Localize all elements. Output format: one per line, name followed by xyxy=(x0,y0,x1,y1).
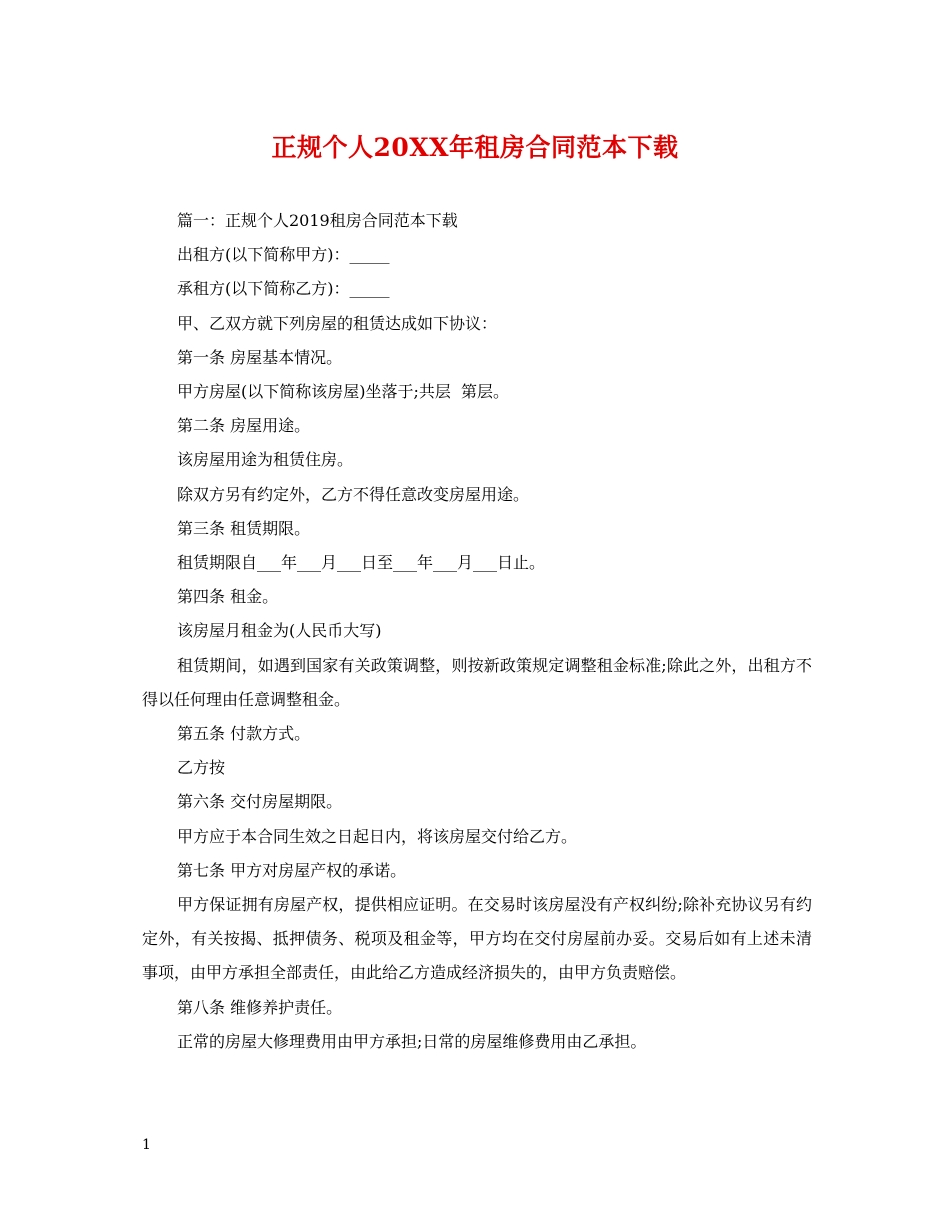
paragraph-17: 第六条 交付房屋期限。 xyxy=(177,792,343,812)
page-number: 1 xyxy=(142,1137,151,1153)
paragraph-21: 第八条 维修养护责任。 xyxy=(177,997,343,1017)
paragraph-16: 乙方按 xyxy=(177,758,226,778)
paragraph-9: 除双方另有约定外，乙方不得任意改变房屋用途。 xyxy=(177,484,530,504)
paragraph-7: 第二条 房屋用途。 xyxy=(177,416,311,436)
paragraph-13: 该房屋月租金为(人民币大写) xyxy=(177,621,382,641)
paragraph-5: 第一条 房屋基本情况。 xyxy=(177,347,343,367)
paragraph-8: 该房屋用途为租赁住房。 xyxy=(177,450,354,470)
paragraph-2: 出租方(以下简称甲方)：_____ xyxy=(177,245,390,265)
paragraph-4: 甲、乙双方就下列房屋的租赁达成如下协议： xyxy=(177,313,498,333)
paragraph-6: 甲方房屋(以下简称该房屋)坐落于;共层 第层。 xyxy=(177,382,510,402)
paragraph-20: 甲方保证拥有房屋产权，提供相应证明。在交易时该房屋没有产权纠纷;除补充协议另有约定外，有关按揭、抵押债务、税项及租金等，甲方均在交付房屋前办妥。交易后如有上述未清事项，由甲方承担全部责任，由此给乙方造成经济损失的，由甲方负责赔偿。 xyxy=(142,895,812,983)
paragraph-10: 第三条 租赁期限。 xyxy=(177,518,311,538)
paragraph-12: 第四条 租金。 xyxy=(177,587,279,607)
document-body xyxy=(142,204,812,1059)
paragraph-1: 篇一：正规个人2019租房合同范本下载 xyxy=(177,211,458,230)
document-title: 正规个人20XX年租房合同范本下载 xyxy=(271,133,679,162)
paragraph-14: 租赁期间，如遇到国家有关政策调整，则按新政策规定调整租金标准;除此之外，出租方不得以任何理由任意调整租金。 xyxy=(142,655,812,709)
paragraph-3: 承租方(以下简称乙方)：_____ xyxy=(177,279,390,299)
paragraph-18: 甲方应于本合同生效之日起日内，将该房屋交付给乙方。 xyxy=(177,826,578,846)
paragraph-15: 第五条 付款方式。 xyxy=(177,724,311,744)
paragraph-22: 正常的房屋大修理费用由甲方承担;日常的房屋维修费用由乙承担。 xyxy=(177,1031,647,1051)
paragraph-19: 第七条 甲方对房屋产权的承诺。 xyxy=(177,860,407,880)
paragraph-11: 租赁期限自___年___月___日至___年___月___日止。 xyxy=(177,553,546,573)
